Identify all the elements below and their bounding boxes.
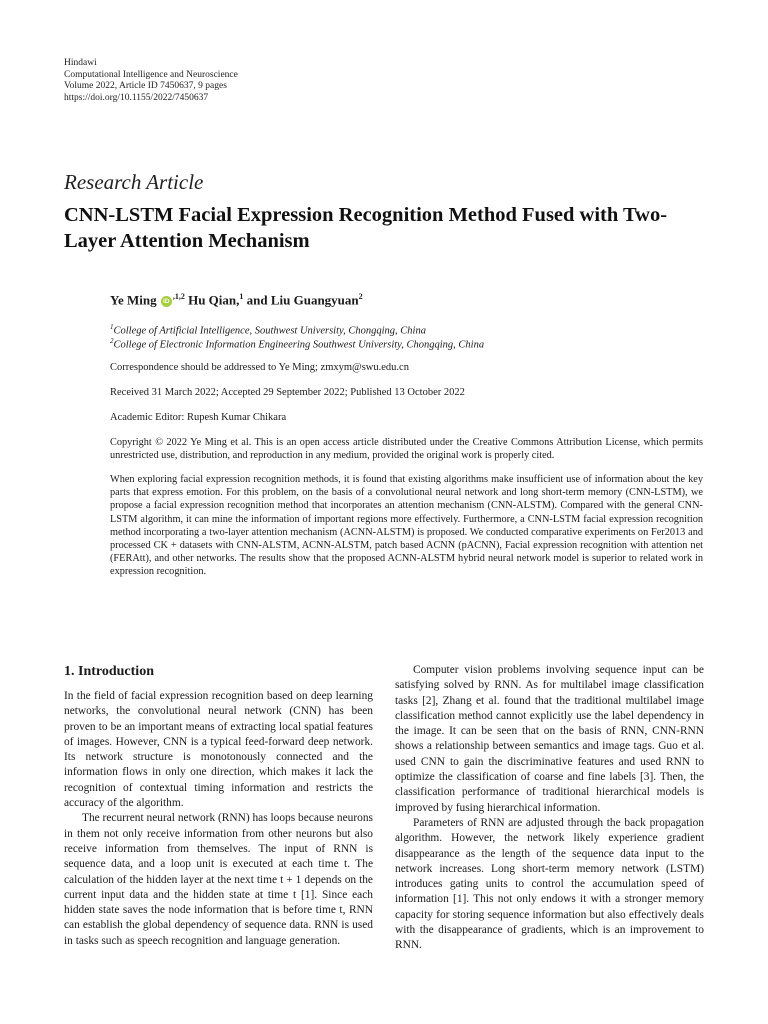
journal-volume: Volume 2022, Article ID 7450637, 9 pages: [64, 81, 227, 91]
paper-title: CNN-LSTM Facial Expression Recognition Method Fused with Two-Layer Attention Mechanism: [64, 204, 668, 252]
publisher-name: Hindawi: [64, 58, 97, 68]
body-paragraph: In the field of facial expression recognition based on deep learning networks, the convolutional neural network (CNN) has been proven to be an important means of extracting local spatial features of images. However, CNN is a typical feed-forward deep network. Its network structure is monotonously connected and the information flows in only one direction, which makes it lack the recognition of contextual timing information and restricts the accuracy of the algorithm.: [64, 690, 373, 810]
academic-editor: Academic Editor: Rupesh Kumar Chikara: [110, 412, 287, 423]
journal-header: [64, 58, 238, 104]
correspondence: Correspondence should be addressed to Ye Ming; zmxym@swu.edu.cn: [110, 362, 409, 373]
author-affiliation-mark: 1: [239, 292, 244, 301]
doi-link[interactable]: https://doi.org/10.1155/2022/7450637: [64, 92, 209, 103]
body-paragraph: Parameters of RNN are adjusted through the back propagation algorithm. However, the network likely experience gradient disappearance as the length of the sequence data input to the network increases. Long short-term memory network (LSTM) introduces gating units to control the accumulation speed of information [1]. This not only endows it with a stronger memory capacity for storing sequence information but also effectively deals with the disappearance of gradients, which is an improvement to RNN.: [395, 816, 704, 952]
author-affiliation-mark: 2: [358, 292, 363, 301]
affiliation-text: College of Artificial Intelligence, Southwest University, Chongqing, China: [113, 325, 426, 337]
left-column: [64, 689, 373, 949]
author-name: Hu Qian,: [184, 292, 240, 308]
affiliation-text: College of Electronic Information Engineering Southwest University, Chongqing, China: [113, 339, 485, 351]
author-list: [110, 292, 363, 308]
author-name: Ye Ming: [110, 292, 157, 308]
abstract: When exploring facial expression recognition methods, it is found that existing algorithms make insufficient use of information about the key parts that express emotion. For this problem, on the basis of a convolutional neural network and long short-term memory (CNN-LSTM), we propose a facial expression recognition method that incorporates an attention mechanism (CNN-ALSTM). Compared with the general CNN-LSTM algorithm, it can mine the information of important regions more effectively. Furthermore, a CNN-LSTM facial expression recognition method incorporating a two-layer attention mechanism (ACNN-ALSTM) is proposed. We conducted comparative experiments on Fer2013 and processed CK + datasets with CNN-ALSTM, ACNN-ALSTM, patch based ACNN (pACNN), Facial expression recognition with attention net (FERAtt), and other networks. The results show that the proposed ACNN-ALSTM hybrid neural network model is superior to related work in expression recognition.: [110, 474, 703, 578]
affiliation-number: 1: [110, 323, 114, 331]
affiliation: [110, 337, 484, 351]
article-type: Research Article: [64, 170, 204, 194]
body-paragraph: Computer vision problems involving sequence input can be satisfying solved by RNN. As for multilabel image classification tasks [2], Zhang et al. found that the traditional multilabel image classification method cannot explicitly use the label dependency in the image. It can be seen that on the basis of RNN, CNN-RNN shows a relationship between semantics and image tags. Guo et al. used CNN to gain the discriminative features and used RNN to optimize the classification of coarse and fine labels [3]. Then, the classification performance of traditional hierarchical models is improved by fusing hierarchical information.: [395, 664, 704, 814]
author-name: and Liu Guangyuan: [243, 292, 359, 308]
affiliation: [110, 323, 426, 337]
copyright-notice: Copyright © 2022 Ye Ming et al. This is an open access article distributed under the Creative Commons Attribution License, which permits unrestricted use, distribution, and reproduction in any medium, provided the original work is properly cited.: [110, 437, 703, 462]
body-paragraph: The recurrent neural network (RNN) has loops because neurons in them not only receive information from other neurons but also receive information from themselves. The input of RNN is sequence data, and a loop unit is executed at each time t. The calculation of the hidden layer at the next time t + 1 depends on the current input data and the hidden state at time t [1]. Since each hidden state saves the node information that is before time t, RNN can establish the global dependency of sequence data. RNN is used in tasks such as speech recognition and language generation.: [64, 812, 373, 947]
publication-dates: Received 31 March 2022; Accepted 29 September 2022; Published 13 October 2022: [110, 387, 465, 398]
author-affiliation-mark: ,1,2: [172, 292, 185, 301]
right-column: [395, 663, 704, 954]
orcid-icon[interactable]: iD: [161, 296, 172, 307]
affiliation-number: 2: [110, 337, 114, 345]
section-heading: 1. Introduction: [64, 664, 154, 679]
journal-name: Computational Intelligence and Neuroscience: [64, 69, 238, 80]
